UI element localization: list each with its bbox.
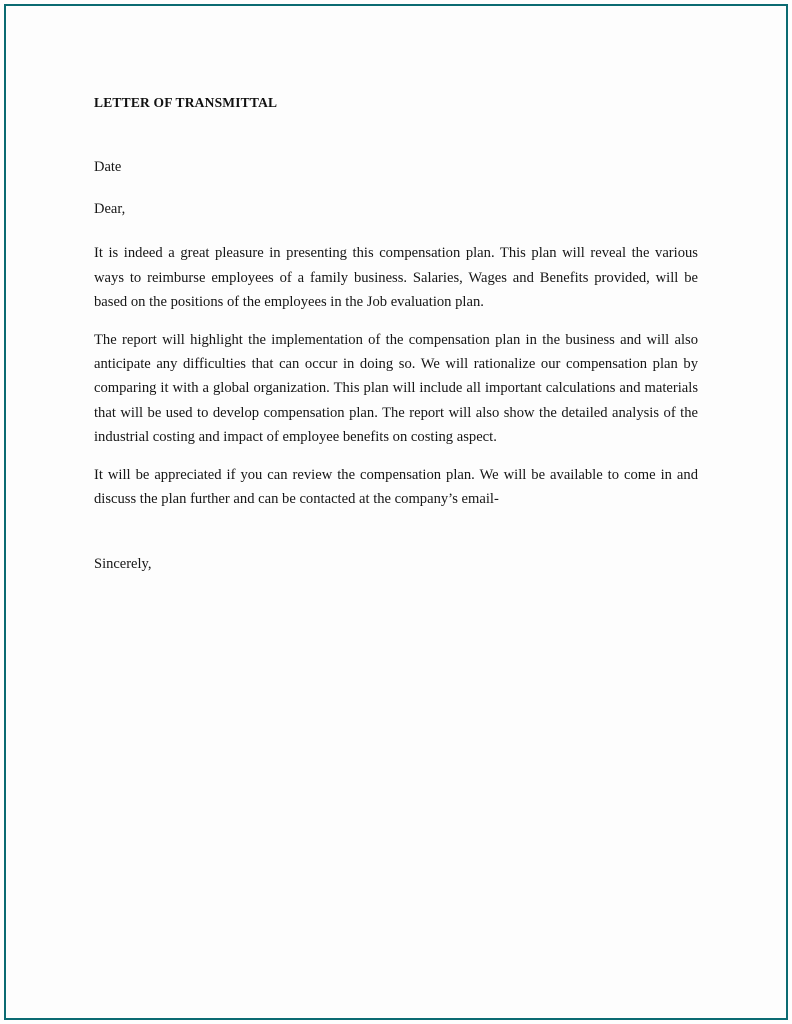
date-label: Date <box>94 159 122 176</box>
closing-salutation: Sincerely, <box>94 556 152 573</box>
page-title: LETTER OF TRANSMITTAL <box>94 95 278 110</box>
body-paragraph-2: The report will highlight the implementation of the compensation plan in the business and will also anticipate any difficulties that can occur in doing so. We will rationalize our compensation plan by comparing it with a global organization. This plan will include all important calculations and materials that will be used to develop compensation plan. The report will also show the detailed analysis of the industrial costing and impact of employee benefits on costing aspect. <box>94 331 698 446</box>
page-sheet <box>7 7 785 1017</box>
letter-body <box>94 95 698 575</box>
body-paragraph-1: It is indeed a great pleasure in presenting this compensation plan. This plan will reveal the various ways to reimburse employees of a family business. Salaries, Wages and Benefits provided, will be based on the positions of the employees in the Job evaluation plan. <box>94 245 698 311</box>
salutation: Dear, <box>94 200 126 217</box>
body-paragraph-3: It will be appreciated if you can review the compensation plan. We will be available to come in and discuss the plan further and can be contacted at the company’s email- <box>94 466 698 507</box>
